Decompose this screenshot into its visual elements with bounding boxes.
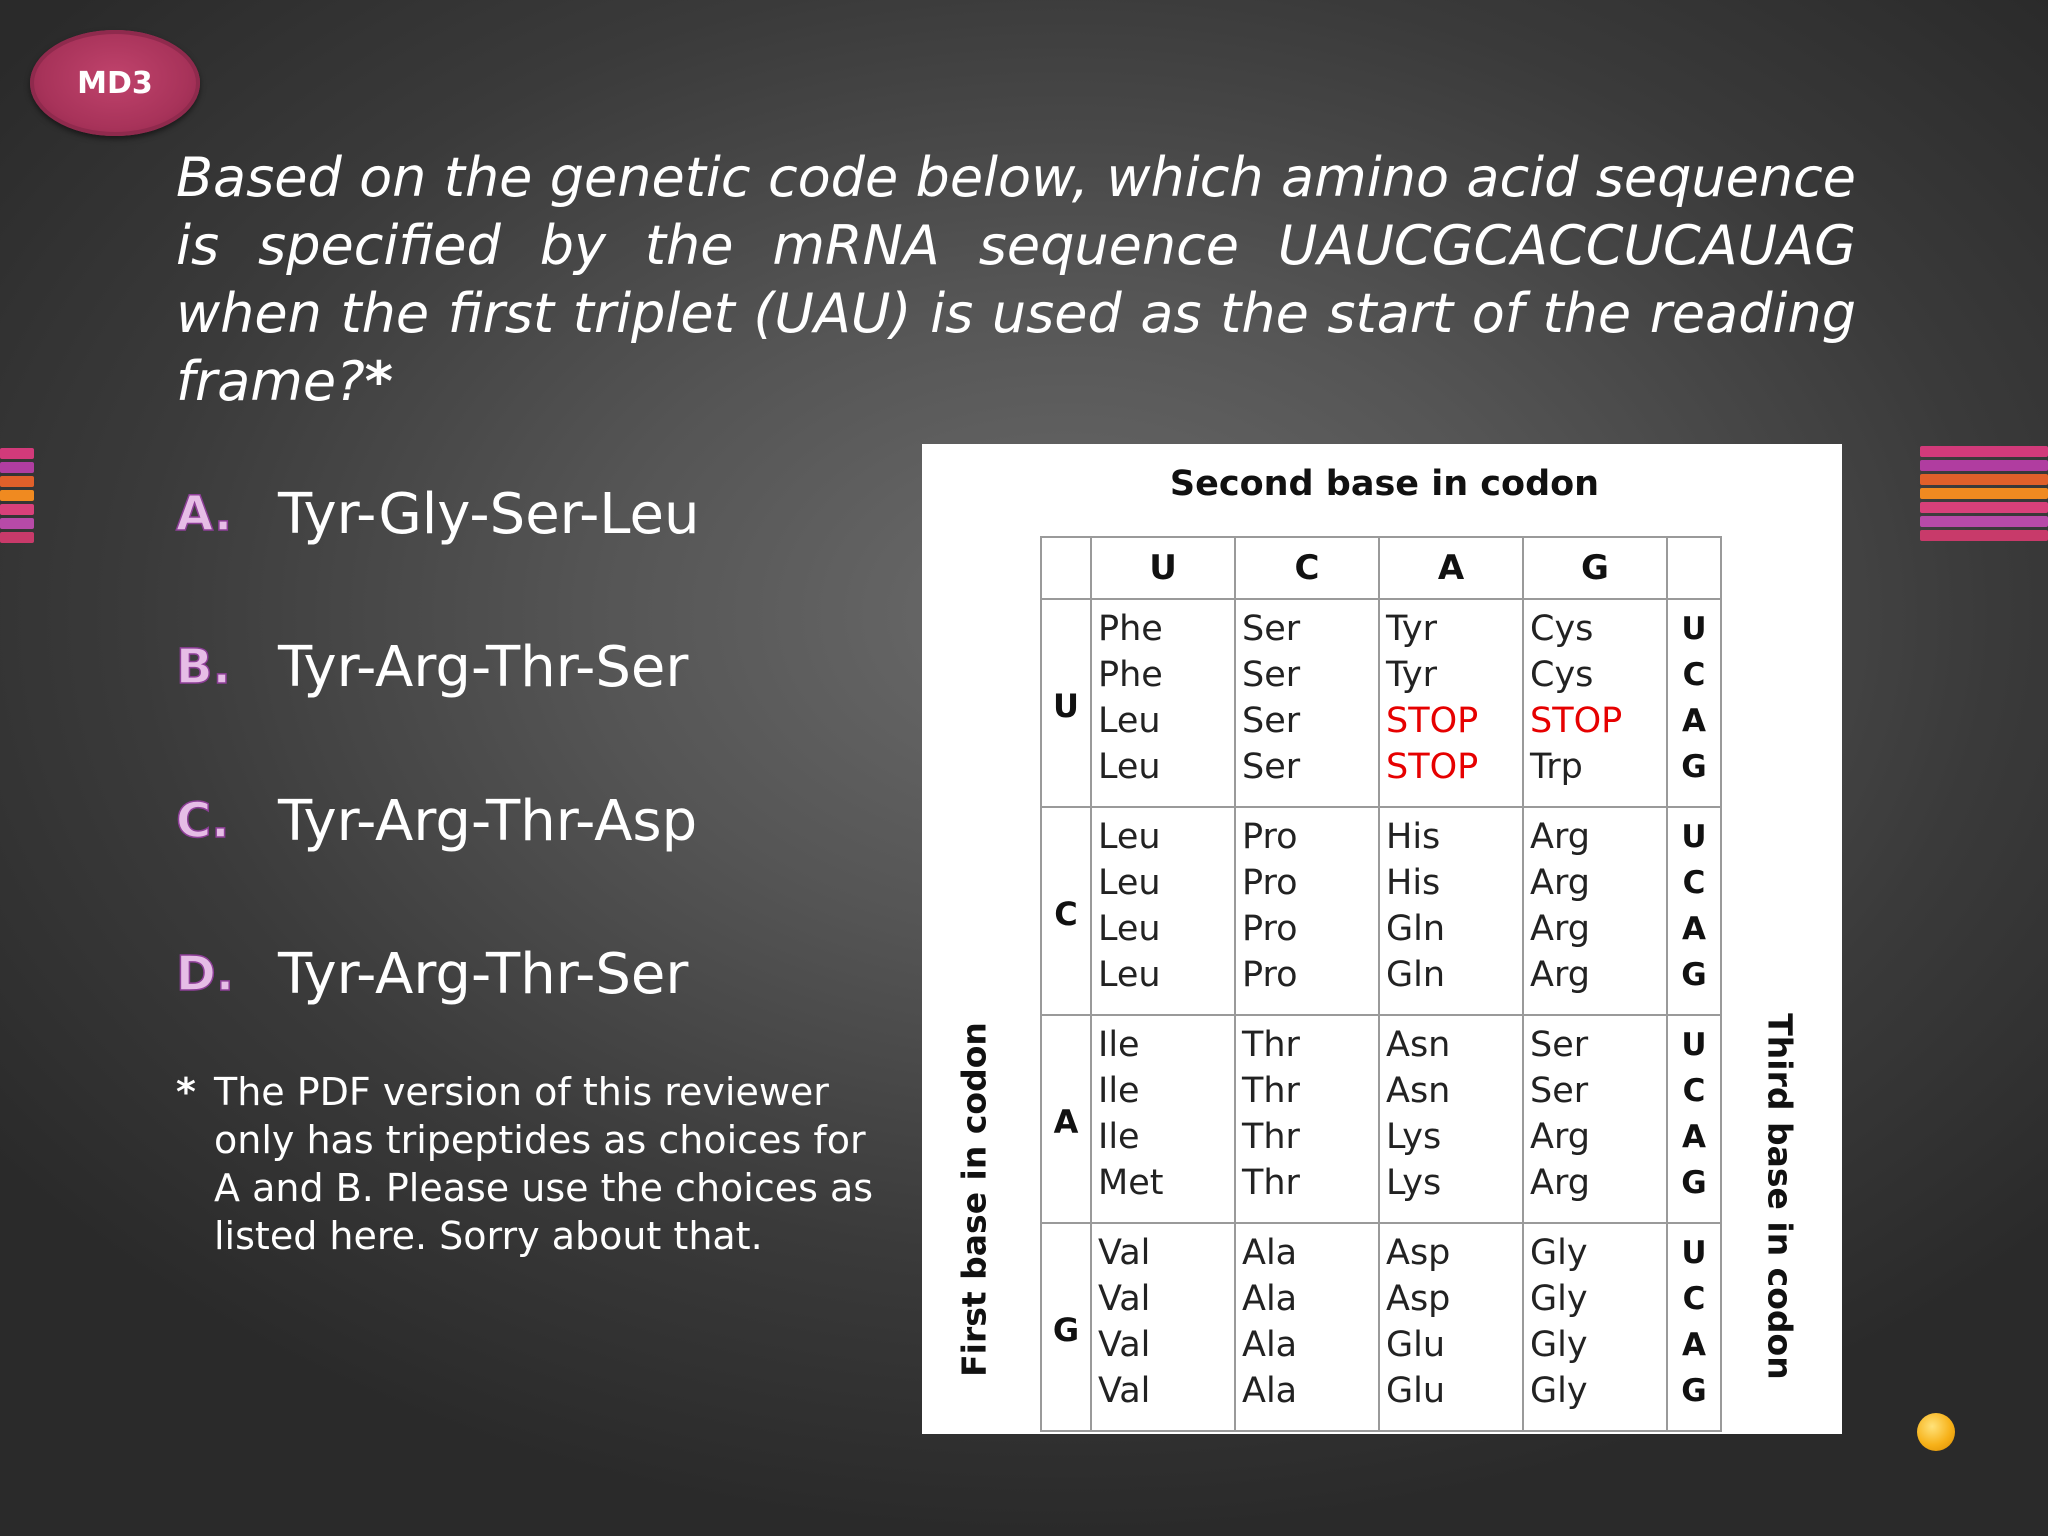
footnote-mark: * [176, 1070, 196, 1114]
stripe [1920, 460, 2048, 471]
amino-acid-label: Thr [1242, 1117, 1300, 1157]
amino-acid-cell [1235, 1015, 1379, 1223]
orb-decoration [1917, 1413, 1955, 1451]
amino-acid-label: Arg [1530, 817, 1590, 857]
amino-acid-label: Leu [1098, 909, 1161, 949]
stop-codon-label: STOP [1386, 747, 1479, 787]
amino-acid-label: Ser [1242, 701, 1301, 741]
amino-acid-label: Gly [1530, 1371, 1588, 1411]
amino-acid-cell [1379, 1015, 1523, 1223]
third-base-cell [1667, 1223, 1721, 1431]
codon-header-row [1041, 537, 1721, 599]
question-asterisk: * [364, 350, 394, 413]
codon-row-group [1041, 1015, 1721, 1223]
choice-text: Tyr-Arg-Thr-Ser [278, 941, 689, 1007]
amino-acid-label: Glu [1386, 1371, 1446, 1411]
first-base-cell: C [1041, 807, 1091, 1015]
amino-acid-label: Thr [1242, 1071, 1300, 1111]
choice-text: Tyr-Arg-Thr-Asp [278, 788, 698, 854]
third-base-label-item: C [1682, 865, 1706, 901]
amino-acid-label: Asn [1386, 1071, 1451, 1111]
amino-acid-label: Pro [1242, 955, 1298, 995]
third-base-cell [1667, 1015, 1721, 1223]
amino-acid-label: Lys [1386, 1117, 1442, 1157]
third-base-label-item: G [1681, 1373, 1707, 1409]
amino-acid-cell [1235, 807, 1379, 1015]
choice-letter: A. [176, 486, 233, 542]
amino-acid-label: Val [1098, 1325, 1151, 1365]
amino-acid-label: Leu [1098, 955, 1161, 995]
amino-acid-cell [1091, 599, 1235, 807]
amino-acid-label: Trp [1530, 747, 1583, 787]
amino-acid-label: Asp [1386, 1279, 1451, 1319]
amino-acid-label: Ala [1242, 1371, 1298, 1411]
amino-acid-label: Tyr [1386, 609, 1438, 649]
third-base-label-item: C [1682, 657, 1706, 693]
amino-acid-label: Arg [1530, 909, 1590, 949]
amino-acid-label: Leu [1098, 701, 1161, 741]
codon-row-group [1041, 1223, 1721, 1431]
amino-acid-cell [1379, 1223, 1523, 1431]
amino-acid-label: Thr [1242, 1025, 1300, 1065]
first-base-cell: U [1041, 599, 1091, 807]
amino-acid-label: Glu [1386, 1325, 1446, 1365]
third-base-cell [1667, 807, 1721, 1015]
amino-acid-label: Asn [1386, 1025, 1451, 1065]
amino-acid-label: Ser [1530, 1025, 1589, 1065]
choice-a[interactable] [176, 474, 699, 554]
codon-row-group [1041, 599, 1721, 807]
second-base-header: U [1091, 537, 1235, 599]
amino-acid-label: Ile [1098, 1025, 1140, 1065]
choice-c[interactable] [176, 781, 697, 861]
amino-acid-label: Leu [1098, 817, 1161, 857]
amino-acid-label: Gly [1530, 1325, 1588, 1365]
amino-acid-label: Phe [1098, 609, 1163, 649]
footnote-text: The PDF version of this reviewer only has tripeptides as choices for A and B. Please use the choices as listed here. Sorry about that. [214, 1070, 874, 1258]
amino-acid-label: Ser [1242, 655, 1301, 695]
choice-text: Tyr-Gly-Ser-Leu [278, 481, 700, 547]
third-base-label: Third base in codon [1760, 1013, 1800, 1380]
stop-codon-label: STOP [1530, 701, 1623, 741]
amino-acid-label: Cys [1530, 609, 1594, 649]
stripe [0, 462, 34, 473]
stripe [1920, 474, 2048, 485]
amino-acid-label: His [1386, 817, 1441, 857]
stripe [1920, 446, 2048, 457]
amino-acid-label: Val [1098, 1371, 1151, 1411]
codon-row-group [1041, 807, 1721, 1015]
amino-acid-label: His [1386, 863, 1441, 903]
amino-acid-label: Ser [1530, 1071, 1589, 1111]
stripe [0, 476, 34, 487]
stripe [0, 504, 34, 515]
second-base-title: Second base in codon [1169, 464, 1600, 504]
amino-acid-cell [1091, 1015, 1235, 1223]
stripe [1920, 516, 2048, 527]
stripe [0, 448, 34, 459]
third-base-label-item: G [1681, 1165, 1707, 1201]
amino-acid-label: Val [1098, 1279, 1151, 1319]
amino-acid-label: Met [1098, 1163, 1164, 1203]
footnote [176, 1068, 876, 1260]
amino-acid-label: Arg [1530, 1117, 1590, 1157]
amino-acid-label: Lys [1386, 1163, 1442, 1203]
amino-acid-label: Arg [1530, 955, 1590, 995]
choice-text: Tyr-Arg-Thr-Ser [278, 634, 689, 700]
amino-acid-label: Cys [1530, 655, 1594, 695]
amino-acid-cell [1523, 1223, 1667, 1431]
amino-acid-label: Ala [1242, 1279, 1298, 1319]
question-text [176, 144, 1856, 416]
choice-d[interactable] [176, 934, 688, 1014]
third-base-label-item: U [1681, 611, 1707, 647]
third-base-label-item: G [1681, 957, 1707, 993]
third-base-cell [1667, 599, 1721, 807]
amino-acid-label: Gly [1530, 1233, 1588, 1273]
amino-acid-label: Ala [1242, 1325, 1298, 1365]
right-stripe-decoration [1920, 446, 2048, 544]
amino-acid-cell [1523, 599, 1667, 807]
third-base-label-item: G [1681, 749, 1707, 785]
amino-acid-label: Arg [1530, 863, 1590, 903]
second-base-header: C [1235, 537, 1379, 599]
stripe [1920, 530, 2048, 541]
amino-acid-label: Ala [1242, 1233, 1298, 1273]
amino-acid-label: Gln [1386, 909, 1446, 949]
amino-acid-cell [1091, 807, 1235, 1015]
amino-acid-label: Pro [1242, 863, 1298, 903]
amino-acid-cell [1379, 807, 1523, 1015]
question-body: Based on the genetic code below, which amino acid sequence is specified by the mRNA sequence UAUCGCACCUCAUAG when the first triplet (UAU) is used as the start of the reading frame? [176, 146, 1856, 413]
left-stripe-decoration [0, 448, 34, 546]
amino-acid-label: Asp [1386, 1233, 1451, 1273]
amino-acid-label: Gln [1386, 955, 1446, 995]
choice-b[interactable] [176, 627, 688, 707]
amino-acid-cell [1091, 1223, 1235, 1431]
codon-table [1040, 536, 1722, 1432]
choice-letter: D. [176, 946, 235, 1002]
amino-acid-label: Ile [1098, 1071, 1140, 1111]
second-base-header: G [1523, 537, 1667, 599]
amino-acid-label: Gly [1530, 1279, 1588, 1319]
codon-table-panel [922, 444, 1842, 1434]
amino-acid-label: Ser [1242, 609, 1301, 649]
amino-acid-cell [1523, 1015, 1667, 1223]
amino-acid-cell [1379, 599, 1523, 807]
stripe [0, 518, 34, 529]
header-corner [1667, 537, 1721, 599]
third-base-label-item: U [1681, 1235, 1707, 1271]
third-base-label-item: A [1682, 1327, 1706, 1363]
header-corner [1041, 537, 1091, 599]
third-base-label-item: A [1682, 1119, 1706, 1155]
stripe [1920, 488, 2048, 499]
amino-acid-label: Thr [1242, 1163, 1300, 1203]
first-base-cell: A [1041, 1015, 1091, 1223]
amino-acid-label: Pro [1242, 909, 1298, 949]
amino-acid-cell [1235, 1223, 1379, 1431]
amino-acid-label: Pro [1242, 817, 1298, 857]
stop-codon-label: STOP [1386, 701, 1479, 741]
third-base-label-item: C [1682, 1281, 1706, 1317]
amino-acid-label: Arg [1530, 1163, 1590, 1203]
first-base-label: First base in codon [954, 1022, 994, 1377]
amino-acid-label: Leu [1098, 747, 1161, 787]
amino-acid-cell [1235, 599, 1379, 807]
first-base-cell: G [1041, 1223, 1091, 1431]
stripe [1920, 502, 2048, 513]
amino-acid-label: Ser [1242, 747, 1301, 787]
amino-acid-label: Phe [1098, 655, 1163, 695]
choice-letter: C. [176, 793, 230, 849]
amino-acid-label: Val [1098, 1233, 1151, 1273]
choice-letter: B. [176, 639, 231, 695]
amino-acid-cell [1523, 807, 1667, 1015]
second-base-header: A [1379, 537, 1523, 599]
third-base-label-item: C [1682, 1073, 1706, 1109]
stripe [0, 532, 34, 543]
amino-acid-label: Tyr [1386, 655, 1438, 695]
third-base-label-item: A [1682, 703, 1706, 739]
amino-acid-label: Ile [1098, 1117, 1140, 1157]
slide-badge: MD3 [30, 30, 200, 136]
stripe [0, 490, 34, 501]
amino-acid-label: Leu [1098, 863, 1161, 903]
third-base-label-item: U [1681, 1027, 1707, 1063]
third-base-label-item: U [1681, 819, 1707, 855]
third-base-label-item: A [1682, 911, 1706, 947]
